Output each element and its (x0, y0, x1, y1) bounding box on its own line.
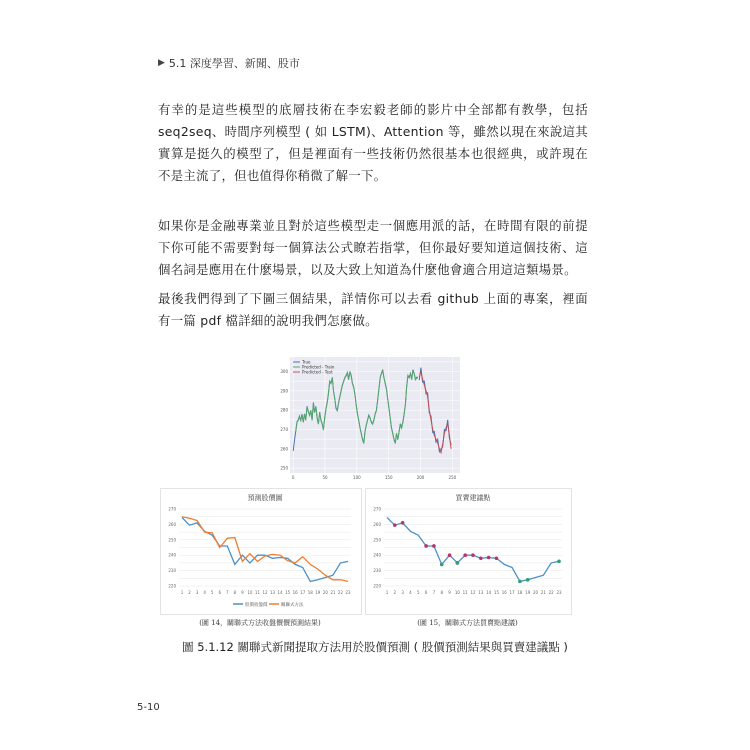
trade-suggestion-chart (365, 488, 572, 615)
series-line-close-price (182, 518, 348, 582)
chart-title: 預測股價圖 (247, 494, 283, 502)
x-tick-label: 7 (432, 590, 436, 595)
stock-price-chart-svg (161, 489, 361, 614)
x-tick-label: 19 (315, 590, 321, 595)
x-tick-label: 14 (486, 590, 492, 595)
stock-price-prediction-chart (160, 488, 362, 615)
y-tick-label: 280 (280, 407, 288, 413)
x-tick-label: 21 (540, 590, 546, 595)
y-tick-label: 230 (373, 568, 381, 574)
lstm-chart-svg (272, 355, 462, 483)
x-tick-label: 11 (254, 590, 261, 595)
header-marker-icon: ▶ (158, 58, 165, 68)
sell-point-marker (401, 521, 405, 525)
buy-point-marker (440, 563, 444, 567)
lstm-prediction-chart (272, 355, 462, 483)
x-tick-label: 17 (300, 590, 306, 595)
x-tick-label: 2 (188, 590, 191, 595)
y-tick-label: 300 (280, 369, 288, 374)
x-tick-label: 150 (384, 475, 393, 480)
y-tick-label: 240 (373, 552, 381, 558)
header-text: 5.1 深度學習、新聞、股市 (168, 57, 300, 70)
y-tick-label: 250 (373, 537, 381, 543)
x-tick-label: 4 (409, 590, 412, 595)
x-tick-label: 18 (517, 590, 523, 595)
paragraph-3: 最後我們得到了下圖三個結果，詳情你可以去看 github 上面的專案，裡面有一篇 pdf 檔詳細的說明我們怎麼做。 (158, 291, 588, 328)
x-tick-label: 23 (556, 590, 562, 595)
series-line-relational-method (182, 517, 348, 582)
y-tick-label: 250 (168, 537, 176, 543)
x-tick-label: 8 (233, 590, 237, 595)
x-tick-label: 22 (337, 590, 344, 595)
x-tick-label: 10 (454, 590, 460, 595)
x-tick-label: 20 (532, 590, 539, 595)
y-tick-label: 240 (168, 552, 176, 558)
trade-chart-svg (366, 489, 571, 614)
x-tick-label: 17 (509, 590, 515, 595)
sell-point-marker (479, 556, 483, 560)
sell-point-marker (448, 553, 452, 557)
x-tick-label: 9 (448, 590, 451, 595)
legend-label: 股價收盤價 (245, 602, 268, 608)
paragraph-1: 有幸的是這些模型的底層技術在李宏毅老師的影片中全部都有教學，包括 seq2seq、時間序列模型 ( 如 LSTM)、Attention 等，雖然以現在來說這其實算是挺久的模型了，但是裡面有一些技術仍然很基本也很經典，或許現在不是主流了，但也值得你稍微了解一下。 (158, 102, 588, 183)
x-tick-label: 2 (393, 590, 397, 595)
x-tick-label: 7 (225, 590, 229, 595)
sell-point-marker (432, 544, 436, 548)
x-tick-label: 4 (203, 590, 206, 595)
paragraph-2: 如果你是金融專業並且對於這些模型走一個應用派的話，在時間有限的前提下你可能不需要對每一個算法公式瞭若指掌，但你最好要知道這個技術、這個名詞是應用在什麼場景，以及大致上知道為什麼他會適合用這這類場景。 (158, 218, 588, 277)
chart-title: 買賣建議點 (455, 494, 491, 502)
x-tick-label: 14 (277, 590, 283, 595)
page-number: 5-10 (137, 702, 160, 713)
y-tick-label: 220 (373, 583, 381, 589)
x-tick-label: 20 (322, 590, 328, 595)
sell-point-marker (424, 544, 428, 548)
x-tick-label: 6 (424, 590, 428, 595)
x-tick-label: 11 (462, 590, 468, 595)
sell-point-marker (471, 553, 475, 557)
y-tick-label: 270 (168, 506, 176, 512)
legend-label: Predicted - Test (302, 369, 333, 375)
y-tick-label: 260 (373, 521, 381, 527)
y-tick-label: 270 (373, 506, 381, 512)
legend-label: Predicted - Train (302, 364, 335, 370)
x-tick-label: 5 (210, 590, 214, 595)
x-tick-label: 13 (478, 590, 484, 595)
legend-label: 關聯式方法 (281, 602, 304, 608)
x-tick-label: 5 (416, 590, 420, 595)
x-tick-label: 100 (353, 475, 361, 480)
x-tick-label: 12 (470, 590, 476, 595)
y-tick-label: 290 (280, 388, 288, 394)
y-tick-label: 230 (168, 568, 176, 574)
x-tick-label: 1 (385, 590, 389, 595)
x-tick-label: 22 (548, 590, 554, 595)
x-tick-label: 0 (291, 475, 295, 480)
buy-point-marker (557, 560, 561, 564)
y-tick-label: 260 (168, 521, 176, 527)
legend-label: True (302, 359, 311, 365)
price-line (387, 518, 559, 582)
sell-point-marker (495, 556, 499, 560)
y-tick-label: 270 (280, 427, 288, 432)
x-tick-label: 13 (269, 590, 276, 595)
y-tick-label: 220 (168, 583, 176, 589)
y-tick-label: 250 (280, 465, 288, 471)
sell-point-marker (487, 556, 491, 560)
sell-point-marker (463, 553, 467, 557)
buy-point-marker (526, 578, 530, 582)
figure-15-caption: (圖 15，關聯式方法買賣點建議) (417, 619, 518, 627)
x-tick-label: 16 (292, 590, 298, 595)
x-tick-label: 200 (416, 475, 425, 480)
x-tick-label: 15 (285, 590, 291, 595)
x-tick-label: 3 (195, 590, 199, 595)
x-tick-label: 12 (262, 590, 268, 595)
buy-point-marker (518, 580, 522, 584)
chapter-header (158, 55, 300, 71)
x-tick-label: 18 (307, 590, 313, 595)
figure-14-caption: (圖 14，關聯式方法收盤價價預測結果) (199, 619, 321, 627)
x-tick-label: 9 (241, 590, 244, 595)
x-tick-label: 1 (180, 590, 184, 595)
x-tick-label: 23 (345, 590, 351, 595)
x-tick-label: 19 (525, 590, 531, 595)
x-tick-label: 15 (493, 590, 500, 595)
x-tick-label: 10 (247, 590, 253, 595)
x-tick-label: 8 (440, 590, 444, 595)
x-tick-label: 50 (322, 475, 328, 480)
y-tick-label: 260 (280, 446, 288, 452)
x-tick-label: 250 (448, 475, 457, 480)
buy-point-marker (456, 561, 460, 565)
x-tick-label: 16 (501, 590, 507, 595)
x-tick-label: 21 (330, 590, 336, 595)
sell-point-marker (393, 523, 397, 527)
figure-caption: 圖 5.1.12 關聯式新聞提取方法用於股價預測 ( 股價預測結果與買賣建議點 ) (182, 640, 568, 654)
x-tick-label: 6 (218, 590, 222, 595)
x-tick-label: 3 (401, 590, 404, 595)
